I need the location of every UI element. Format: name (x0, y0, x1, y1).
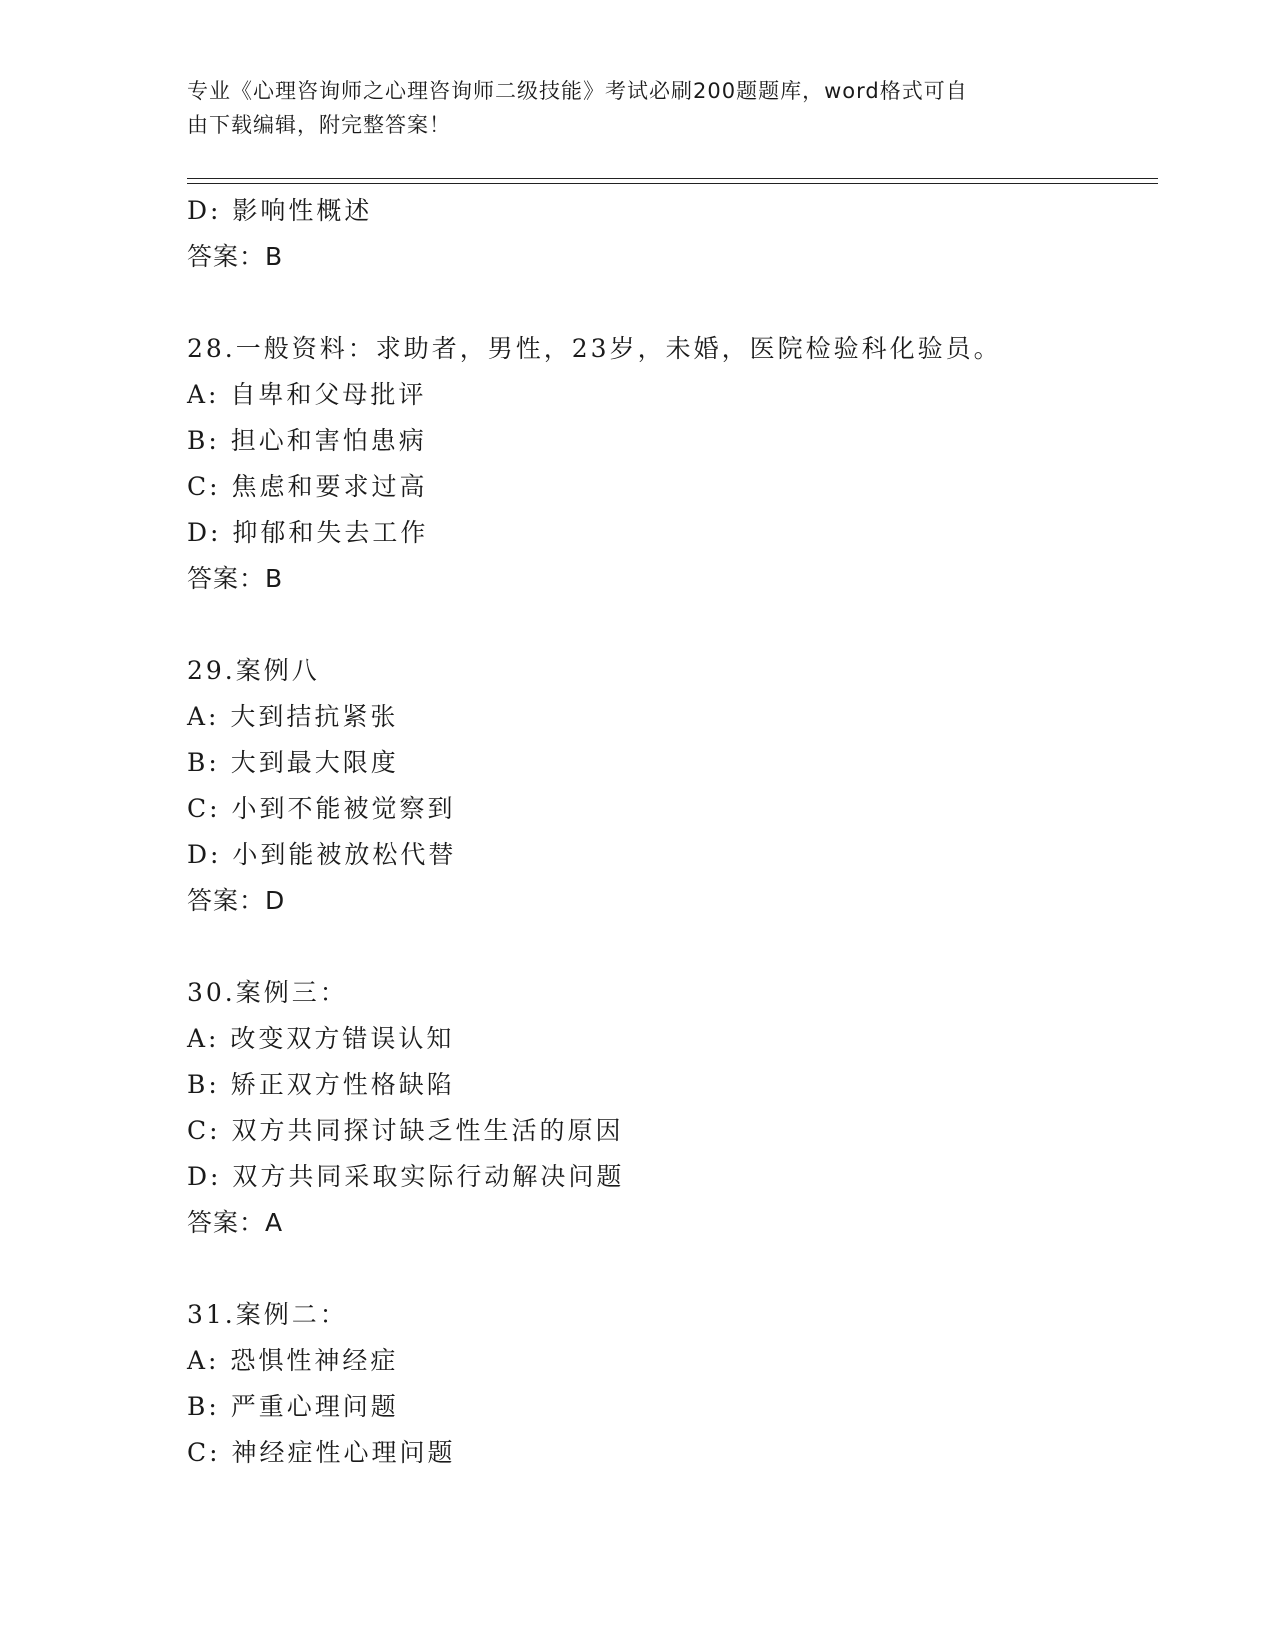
question-29 (187, 648, 1158, 924)
option-d: D: 小到能被放松代替 (187, 840, 457, 869)
option-a: A: 恐惧性神经症 (187, 1346, 399, 1375)
question-28 (187, 326, 1158, 602)
option-c: C: 双方共同探讨缺乏性生活的原因 (187, 1116, 624, 1145)
spacer (187, 924, 1158, 970)
spacer (187, 602, 1158, 648)
option-c: C: 焦虑和要求过高 (187, 472, 428, 501)
option-d: D: 影响性概述 (187, 196, 373, 225)
answer-line: 答案：B (187, 564, 284, 593)
option-b: B: 大到最大限度 (187, 748, 399, 777)
option-a: A: 改变双方错误认知 (187, 1024, 455, 1053)
option-b: B: 严重心理问题 (187, 1392, 399, 1421)
option-d: D: 抑郁和失去工作 (187, 518, 429, 547)
option-c: C: 小到不能被觉察到 (187, 794, 456, 823)
answer-line: 答案：A (187, 1208, 284, 1237)
document-body (187, 188, 1158, 1476)
option-a: A: 自卑和父母批评 (187, 380, 427, 409)
answer-line: 答案：B (187, 242, 284, 271)
spacer (187, 280, 1158, 326)
question-stem: 30.案例三： (187, 978, 348, 1007)
question-stem: 31.案例二： (187, 1300, 348, 1329)
question-31 (187, 1292, 1158, 1476)
header-rule-bottom (187, 183, 1158, 184)
header-rule-top (187, 178, 1158, 179)
option-b: B: 矫正双方性格缺陷 (187, 1070, 455, 1099)
question-30 (187, 970, 1158, 1246)
option-a: A: 大到拮抗紧张 (187, 702, 399, 731)
header-line-1: 专业《心理咨询师之心理咨询师二级技能》考试必刷200题题库，word格式可自 (187, 79, 968, 103)
question-stem: 28.一般资料：求助者，男性，23岁，未婚，医院检验科化验员。 (187, 334, 1002, 363)
spacer (187, 1246, 1158, 1292)
option-b: B: 担心和害怕患病 (187, 426, 427, 455)
question-stem: 29.案例八 (187, 656, 320, 685)
option-d: D: 双方共同采取实际行动解决问题 (187, 1162, 625, 1191)
answer-line: 答案：D (187, 886, 286, 915)
header-line-2: 由下载编辑，附完整答案！ (187, 113, 451, 137)
document-header (187, 74, 1067, 142)
question-27-fragment (187, 188, 1158, 280)
option-c: C: 神经症性心理问题 (187, 1438, 456, 1467)
